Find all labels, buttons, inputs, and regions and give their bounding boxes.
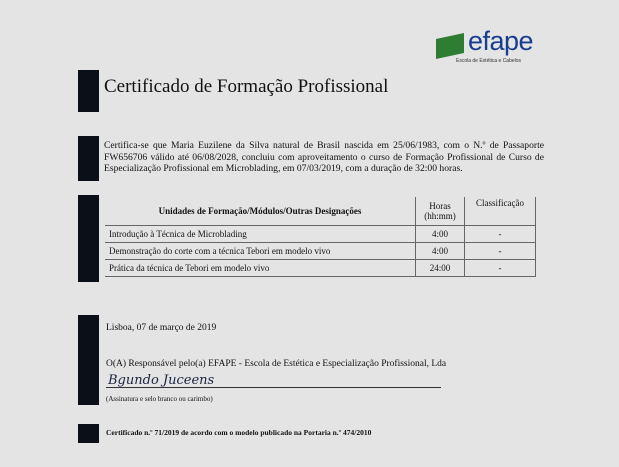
module-name: Introdução à Técnica de Microblading <box>105 226 416 243</box>
table-bar <box>78 195 99 282</box>
efape-logo <box>432 28 542 68</box>
certificate-footer: Certificado n.º 71/2019 de acordo com o modelo publicado na Portaria n.º 474/2010 <box>106 428 372 437</box>
title-bar <box>78 70 99 112</box>
table-row <box>105 243 536 260</box>
logo-tagline: Escola de Estética e Cabelos <box>456 58 522 64</box>
module-classification: - <box>465 243 536 260</box>
place-date: Lisboa, 07 de março de 2019 <box>106 323 217 333</box>
module-classification: - <box>465 226 536 243</box>
logo-mark-icon <box>436 33 464 59</box>
table-header-row <box>105 197 536 226</box>
module-classification: - <box>465 260 536 277</box>
module-name: Prática da técnica de Tebori em modelo vivo <box>105 260 416 277</box>
module-hours: 4:00 <box>416 243 465 260</box>
certification-paragraph: Certifica-se que Maria Euzilene da Silva natural de Brasil nascida em 25/06/1983, com o N.º de Passaporte FW656706 válido até 06/08/2028, concluiu com aproveitamento o curso de Formação Profissional de Curso de Especialização Profissional em Microblading, em 07/03/2019, com a duração de 32:00 horas. <box>104 140 544 174</box>
table-row <box>105 226 536 243</box>
signature-note: (Assinatura e selo branco ou carimbo) <box>106 395 213 403</box>
header-hours: Horas (hh:mm) <box>416 197 465 226</box>
module-name: Demonstração do corte com a técnica Tebori em modelo vivo <box>105 243 416 260</box>
signature: Bgundo Juceens <box>108 373 215 388</box>
header-modules: Unidades de Formação/Módulos/Outras Designações <box>105 197 416 226</box>
header-classification: Classificação <box>465 197 536 226</box>
module-hours: 24:00 <box>416 260 465 277</box>
certificate-title: Certificado de Formação Profissional <box>104 76 389 97</box>
responsible-line: O(A) Responsável pelo(a) EFAPE - Escola de Estética e Especialização Profissional, Lda <box>106 359 447 369</box>
table-row <box>105 260 536 277</box>
logo-wordmark: efape <box>468 26 534 56</box>
footer-bar <box>78 424 99 443</box>
signature-bar <box>78 315 99 405</box>
signature-line <box>106 387 441 388</box>
paragraph-bar <box>78 136 99 181</box>
modules-table <box>105 197 536 277</box>
module-hours: 4:00 <box>416 226 465 243</box>
